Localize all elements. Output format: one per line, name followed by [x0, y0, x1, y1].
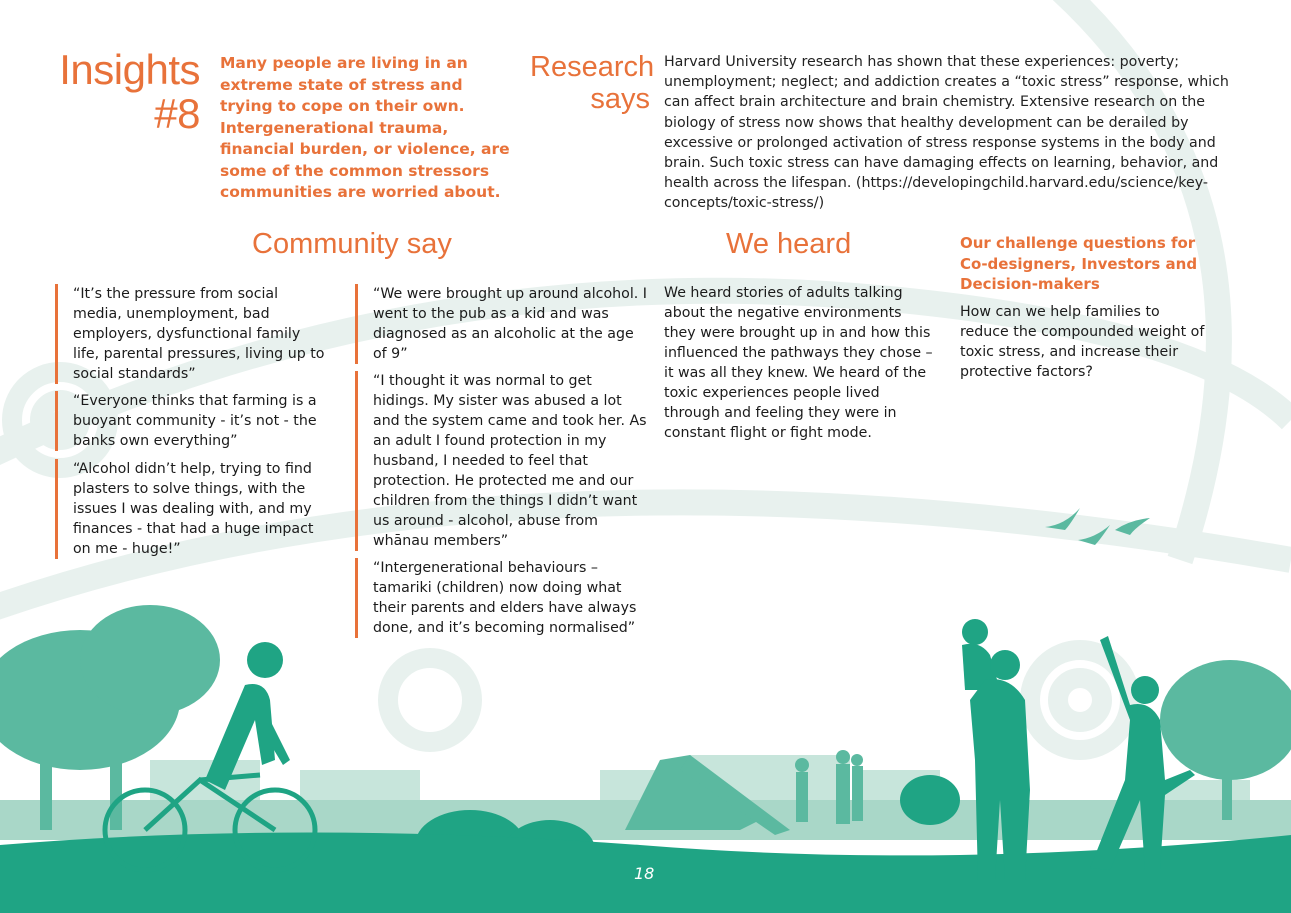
quote-hidings: “I thought it was normal to get hidings. My sister was abused a lot and the system came and took her. As an adult I found protection in my husband, I needed to feel that protection. He protected me and our children from the things I didn’t want us around - alcohol, abuse from whānau members” [355, 371, 648, 551]
quote-farming: “Everyone thinks that farming is a buoyant community - it’s not - the banks own everything” [55, 391, 328, 451]
research-heading [530, 51, 655, 115]
insights-lead: Many people are living in an extreme state of stress and trying to cope on their own. Intergenerational trauma, financial burden, or violence, are some of the common stressors communities are worried about. [220, 54, 510, 201]
quote-social-media: “It’s the pressure from social media, unemployment, bad employers, dysfunctional family life, parental pressures, living up to social standards” [55, 284, 328, 384]
quote-alcohol-help: “Alcohol didn’t help, trying to find plasters to solve things, with the issues I was dealing with, and my finances - that had a huge impact on me - huge!” [55, 459, 328, 559]
page-number: 18 [634, 864, 655, 883]
parent-child-silhouette [962, 619, 1030, 880]
research-text: Harvard University research has shown that these experiences: poverty; unemployment; neglect; and addiction creates a “toxic stress” response, which can affect brain architecture and brain chemistry. Extensive research on the biology of stress now shows that healthy development can be derailed by excessive or prolonged activation of stress response systems in the body and brain. Such toxic stress can have damaging effects on learning, behavior, and health across the lifespan. (https://developingchild.harvard.edu/science/key-concepts/toxic-stress/) [664, 54, 1229, 212]
research-title-line1: Research [530, 51, 655, 83]
insights-title-line1: Insights [59, 46, 200, 93]
challenge-text: How can we help families to reduce the compounded weight of toxic stress, and increase their protective factors? [960, 304, 1205, 380]
quote-intergenerational: “Intergenerational behaviours – tamariki (children) now doing what their parents and elders have always done, and it’s becoming normalised” [355, 558, 648, 638]
insights-title-line2: #8 [154, 90, 200, 137]
we-heard-text: We heard stories of adults talking about the negative environments they were brought up in and how this influenced the pathways they chose – it was all they knew. We heard of the toxic experiences people lived through and feeling they were in constant flight or fight mode. [664, 285, 933, 441]
insights-heading [50, 48, 200, 136]
we-heard-heading: We heard [726, 228, 852, 260]
community-heading: Community say [252, 228, 452, 260]
quote-brought-up-alcohol: “We were brought up around alcohol. I went to the pub as a kid and was diagnosed as an alcoholic at the age of 9” [355, 284, 648, 364]
challenge-heading: Our challenge questions for Co-designers, Investors and Decision-makers [960, 234, 1198, 293]
research-title-line2: says [590, 83, 650, 115]
